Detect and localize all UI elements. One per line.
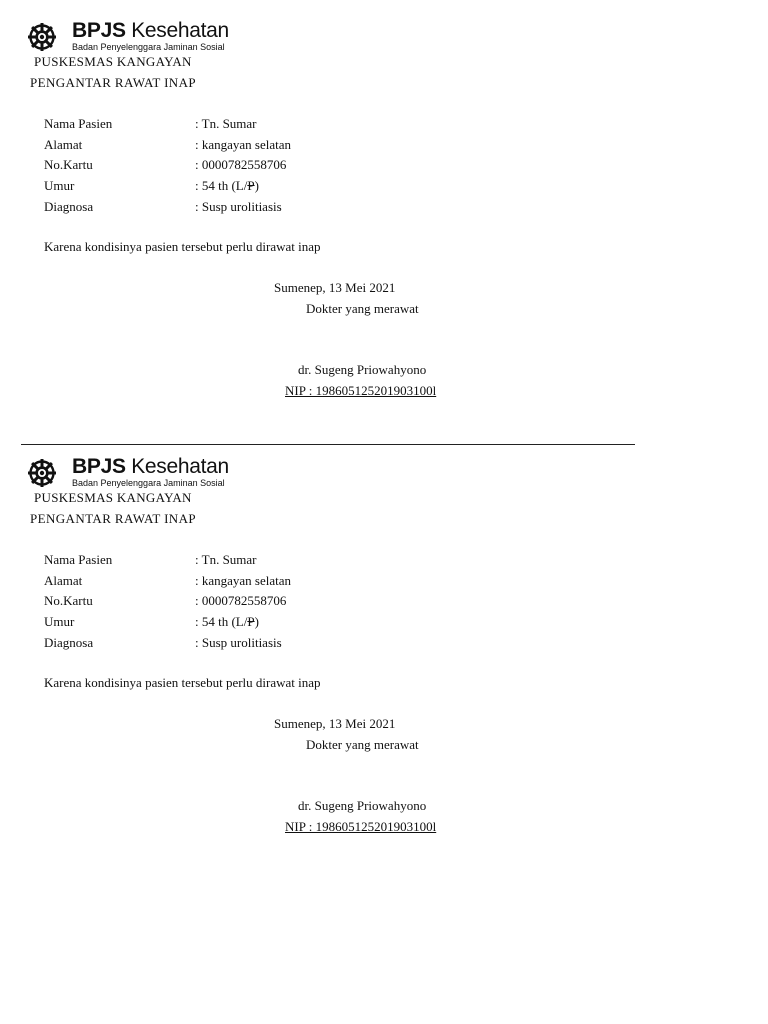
field-label: No.Kartu	[44, 157, 93, 172]
bpjs-emblem-icon	[25, 458, 61, 488]
referral-letter-1	[0, 0, 768, 440]
doctor-nip: NIP : 198605125201903100l	[285, 383, 437, 398]
place-date: Sumenep, 13 Mei 2021	[274, 280, 396, 295]
clinic-name: PUSKESMAS KANGAYAN	[34, 54, 192, 69]
field-value: : 54 th (L/P)	[195, 614, 259, 629]
doctor-role: Dokter yang merawat	[306, 301, 419, 316]
referral-letter-2	[0, 436, 768, 876]
field-label: Nama Pasien	[44, 116, 113, 131]
place-date: Sumenep, 13 Mei 2021	[274, 716, 396, 731]
brand-name: BPJS Kesehatan	[72, 455, 229, 478]
reason-text: Karena kondisinya pasien tersebut perlu dirawat inap	[44, 239, 321, 254]
brand-subtitle: Badan Penyelenggara Jaminan Sosial	[72, 478, 225, 488]
struck-gender: P	[247, 178, 255, 193]
brand-name: BPJS Kesehatan	[72, 19, 229, 42]
field-value: : Tn. Sumar	[195, 552, 257, 567]
doctor-role: Dokter yang merawat	[306, 737, 419, 752]
field-label: Diagnosa	[44, 199, 94, 214]
field-label: Diagnosa	[44, 635, 94, 650]
field-value: : 54 th (L/P)	[195, 178, 259, 193]
doctor-nip: NIP : 198605125201903100l	[285, 819, 437, 834]
field-value: : Susp urolitiasis	[195, 635, 282, 650]
doctor-name: dr. Sugeng Priowahyono	[298, 798, 427, 813]
field-label: No.Kartu	[44, 593, 93, 608]
struck-gender: P	[247, 614, 255, 629]
reason-text: Karena kondisinya pasien tersebut perlu dirawat inap	[44, 675, 321, 690]
letter-title: PENGANTAR RAWAT INAP	[30, 511, 197, 526]
doctor-name: dr. Sugeng Priowahyono	[298, 362, 427, 377]
letter-title: PENGANTAR RAWAT INAP	[30, 75, 197, 90]
field-value: : kangayan selatan	[195, 137, 292, 152]
field-label: Nama Pasien	[44, 552, 113, 567]
bpjs-emblem-icon	[25, 22, 61, 52]
field-value: : kangayan selatan	[195, 573, 292, 588]
field-label: Umur	[44, 178, 75, 193]
field-value: : Susp urolitiasis	[195, 199, 282, 214]
field-label: Alamat	[44, 573, 83, 588]
field-value: : 0000782558706	[195, 593, 287, 608]
field-value: : 0000782558706	[195, 157, 287, 172]
clinic-name: PUSKESMAS KANGAYAN	[34, 490, 192, 505]
brand-subtitle: Badan Penyelenggara Jaminan Sosial	[72, 42, 225, 52]
field-label: Umur	[44, 614, 75, 629]
field-label: Alamat	[44, 137, 83, 152]
field-value: : Tn. Sumar	[195, 116, 257, 131]
